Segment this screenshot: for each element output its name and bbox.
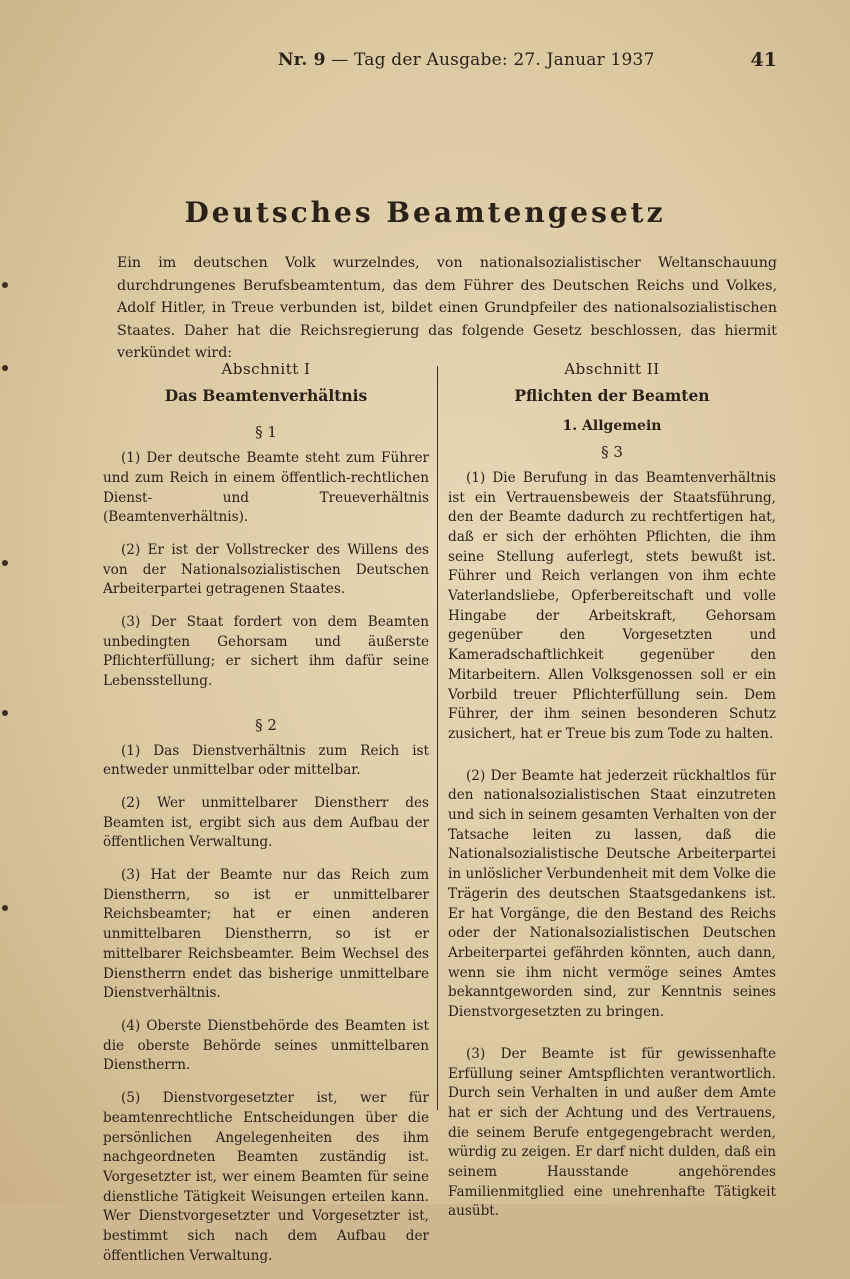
binding-hole: [2, 905, 8, 911]
clause: (4) Oberste Dienstbehörde des Beamten ist die oberste Behörde seines unmittelbaren Dienstherrn.: [103, 1017, 429, 1074]
clause: (5) Dienstvorgesetzter ist, wer für beamtenrechtliche Entscheidungen über die persönlichen Angelegenheiten des ihm nachgeordneten Beamten zuständig ist. Vorgesetzter ist, wer einem Beamten für seine dienstliche Tätigkeit Weisungen erteilen kann. Wer Dienstvorgesetzter und Vorgesetzter ist, bestimmt sich nach dem Aufbau der öffentlichen Verwaltung.: [103, 1090, 429, 1264]
binding-hole: [2, 365, 8, 371]
subsection-title: 1. Allgemein: [562, 418, 662, 435]
clause: (3) Hat der Beamte nur das Reich zum Dienstherrn, so ist er unmittelbarer Reichsbeamter; hat er einen anderen unmittelbaren Dienstherrn, so ist er mittelbarer Reichsbeamter. Beim Wechsel des Dienstherrn endet das bisherige unmittelbare Dienstverhältnis.: [103, 867, 429, 1002]
binding-hole: [2, 560, 8, 566]
clause: (1) Das Dienstverhältnis zum Reich ist entweder unmittelbar oder mittelbar.: [103, 742, 429, 779]
section-title: Pflichten der Beamten: [514, 385, 710, 405]
section-heading: Abschnitt I: [221, 360, 311, 378]
binding-hole: [2, 282, 8, 288]
clause: (2) Der Beamte hat jederzeit rückhaltlos für den nationalsozialistischen Staat einzutreten und sich in seinem gesamten Verhalten von der Tatsache leiten zu lassen, daß die Nationalsozialistische Deutsche Arbeiterpartei in unlöslicher Verbundenheit mit dem Volke die Trägerin des deutschen Staatsgedankens ist. Er hat Vorgänge, die den Bestand des Reichs oder der Nationalsozialistischen Deutschen Arbeiterpartei gefährden könnten, auch dann, wenn sie ihm nicht vermöge seines Amtes bekanntgeworden sind, zur Kenntnis seines Dienstvorgesetzten zu bringen.: [448, 767, 776, 1021]
clause: (2) Er ist der Vollstrecker des Willens des von der Nationalsozialistischen Deutschen Arbeiterpartei getragenen Staates.: [103, 541, 429, 598]
column-divider: [437, 366, 438, 1110]
section-title: Das Beamtenverhältnis: [164, 385, 368, 405]
page-header: [0, 46, 850, 76]
section-heading: Abschnitt II: [564, 360, 660, 378]
clause: (2) Wer unmittelbarer Dienstherr des Beamten ist, ergibt sich aus dem Aufbau der öffentlichen Verwaltung.: [103, 794, 429, 851]
left-column: [103, 360, 429, 1279]
paragraph-sign: § 3: [601, 443, 623, 462]
clause: (1) Der deutsche Beamte steht zum Führer und zum Reich in einem öffentlich-rechtlichen Dienst- und Treueverhältnis (Beamtenverhältnis).: [103, 450, 429, 526]
clause: (1) Die Berufung in das Beamtenverhältnis ist ein Vertrauensbeweis der Staatsführung, den der Beamte dadurch zu rechtfertigen hat, daß er sich der erhöhten Pflichten, die ihm seine Stellung auferlegt, stets bewußt ist. Führer und Reich verlangen von ihm echte Vaterlandsliebe, Opferbereitschaft und volle Hingabe der Arbeitskraft, Gehorsam gegenüber den Vorgesetzten und Kameradschaftlichkeit gegenüber den Mitarbeitern. Allen Volksgenossen soll er ein Vorbild treuer Pflichterfüllung sein. Dem Führer, der ihm seinen besonderen Schutz zusichert, hat er Treue bis zum Tode zu halten.: [448, 469, 776, 742]
law-title: Deutsches Beamtengesetz: [184, 196, 666, 229]
paragraph-sign: § 2: [255, 715, 277, 734]
right-column: [448, 360, 776, 1244]
issue-date: — Tag der Ausgabe: 27. Januar 1937: [331, 50, 655, 70]
page-number: 41: [750, 49, 777, 71]
clause: (3) Der Staat fordert von dem Beamten unbedingten Gehorsam und äußerste Pflichterfüllung; er sichert ihm dafür seine Lebensstellung.: [103, 614, 429, 690]
issue-line: [278, 50, 655, 70]
paragraph-sign: § 1: [255, 423, 277, 442]
issue-number: Nr. 9: [278, 50, 326, 70]
preamble: Ein im deutschen Volk wurzelndes, von nationalsozialistischer Weltanschauung durchdrungenes Berufsbeamtentum, das dem Führer des Deutschen Reichs und Volkes, Adolf Hitler, in Treue verbunden ist, bildet einen Grundpfeiler des nationalsozialistischen Staates. Daher hat die Reichsregierung das folgende Gesetz beschlossen, das hiermit verkündet wird:: [117, 255, 777, 361]
clause: (3) Der Beamte ist für gewissenhafte Erfüllung seiner Amtspflichten verantwortlich. Durch sein Verhalten in und außer dem Amte hat er sich der Achtung und des Vertrauens, die seinem Berufe entgegengebracht werden, würdig zu zeigen. Er darf nicht dulden, daß ein seinem Hausstande angehörendes Familienmitglied eine unehrenhafte Tätigkeit ausübt.: [448, 1045, 776, 1220]
binding-hole: [2, 710, 8, 716]
